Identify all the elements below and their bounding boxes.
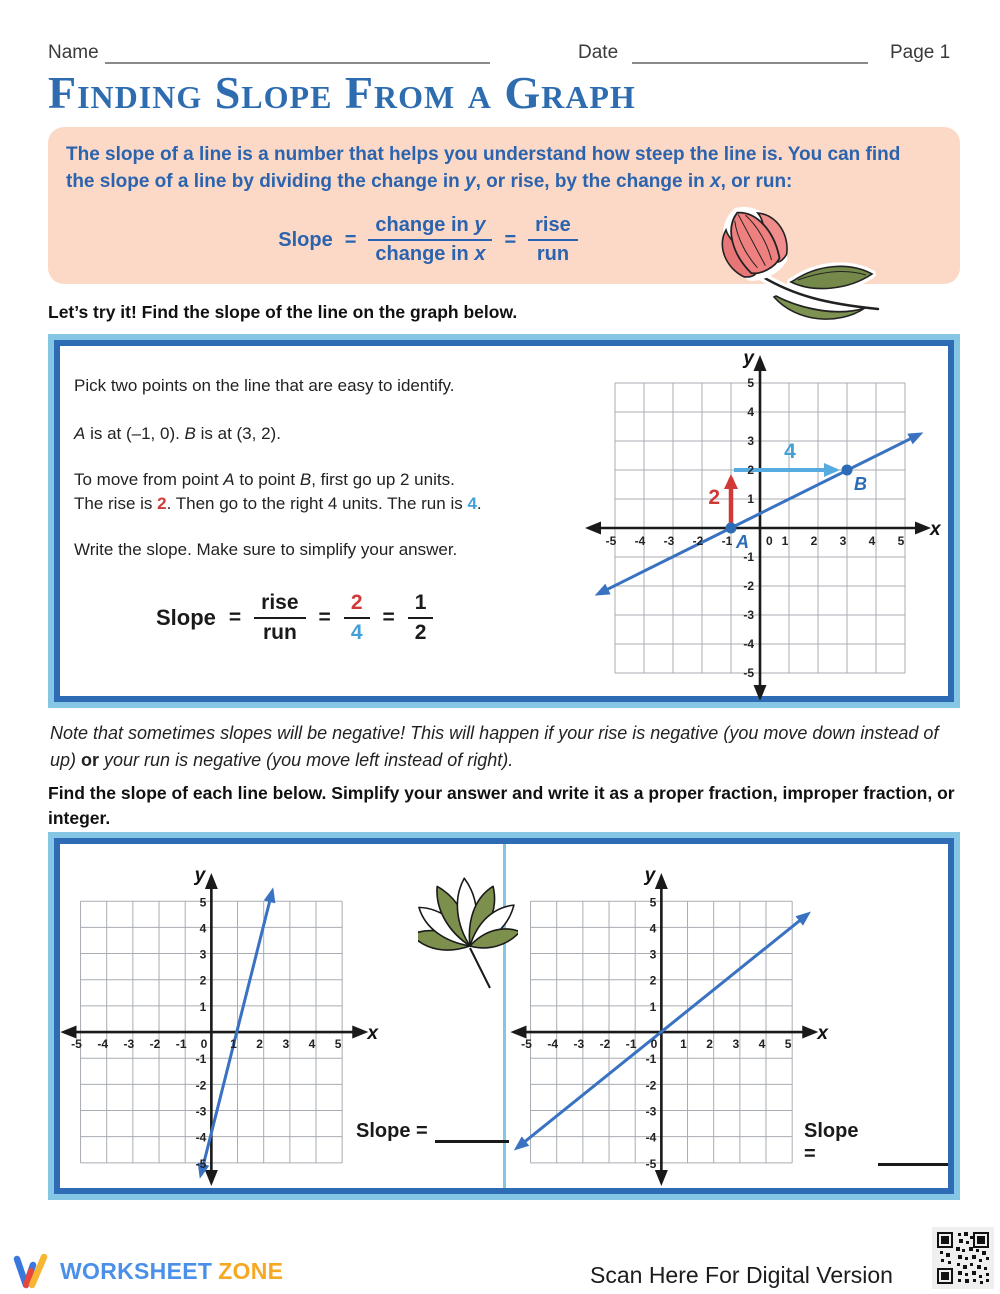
y-axis-label: y — [194, 866, 206, 887]
equals-sign: = — [228, 606, 242, 630]
x-tick-labels — [521, 1037, 792, 1051]
svg-text:0: 0 — [766, 534, 773, 548]
point-b-label: B — [854, 474, 867, 494]
svg-text:-4: -4 — [743, 637, 754, 651]
tulip-flower-illustration — [698, 196, 898, 322]
rise-run-fraction: $\frac{\text{rise}}{\text{run}}$ — [254, 590, 305, 647]
svg-text:2: 2 — [810, 534, 818, 548]
worksheet-zone-logo — [12, 1252, 283, 1290]
svg-text:-2: -2 — [645, 1078, 657, 1093]
brand-zone: ZONE — [218, 1257, 284, 1284]
example-box — [48, 334, 960, 708]
svg-text:-4: -4 — [547, 1037, 559, 1052]
two-fourths-fraction: $\frac{2}{4}$ — [344, 590, 370, 647]
x-tick-labels — [71, 1037, 342, 1051]
svg-text:2: 2 — [747, 463, 754, 477]
svg-text:-5: -5 — [195, 1156, 207, 1171]
svg-text:4: 4 — [199, 921, 207, 936]
x-axis-label: x — [817, 1023, 828, 1045]
name-blank-line[interactable] — [105, 42, 490, 64]
svg-text:2: 2 — [256, 1037, 264, 1052]
example-graph — [574, 348, 946, 700]
formula-slope-word: Slope — [278, 228, 333, 251]
problem-1-answer — [356, 1120, 509, 1143]
slope-equals-label: Slope = — [356, 1120, 428, 1142]
equals-sign: = — [382, 606, 395, 630]
svg-text:-5: -5 — [521, 1037, 532, 1052]
intro-var-y: y — [465, 171, 476, 192]
page-number: Page 1 — [890, 42, 951, 63]
name-label: Name — [48, 42, 99, 63]
intro-var-x: x — [710, 171, 721, 192]
svg-text:4: 4 — [649, 921, 657, 936]
svg-text:1: 1 — [199, 999, 207, 1014]
svg-text:-5: -5 — [743, 666, 754, 680]
example-step-2: A is at (–1, 0). B is at (3, 2). — [74, 424, 281, 443]
svg-text:1: 1 — [781, 534, 789, 548]
svg-text:5: 5 — [784, 1037, 792, 1052]
page-title: Finding Slope From a Graph — [48, 67, 636, 118]
leaf-illustration — [418, 874, 518, 994]
svg-text:-2: -2 — [195, 1078, 207, 1093]
svg-text:-2: -2 — [692, 534, 704, 548]
point-b — [842, 465, 853, 476]
svg-text:-4: -4 — [195, 1130, 207, 1145]
equals-sign: = — [318, 606, 331, 630]
svg-text:-2: -2 — [149, 1037, 161, 1052]
run-number-label: 4 — [784, 440, 796, 463]
svg-text:4: 4 — [758, 1037, 766, 1052]
svg-text:3: 3 — [747, 434, 754, 448]
svg-text:5: 5 — [199, 895, 207, 910]
rise-run-fraction — [528, 213, 578, 267]
example-step-4: Write the slope. Make sure to simplify your answer. — [74, 540, 458, 559]
svg-text:-5: -5 — [71, 1037, 82, 1052]
svg-text:-3: -3 — [743, 608, 754, 622]
answer-blank-line[interactable] — [878, 1145, 948, 1166]
svg-text:-3: -3 — [663, 534, 675, 548]
svg-text:-1: -1 — [721, 534, 733, 548]
rise-value: 2 — [157, 494, 167, 513]
example-step-1: Pick two points on the line that are easy to identify. — [74, 376, 455, 395]
svg-text:4: 4 — [868, 534, 876, 548]
problems-box — [48, 832, 960, 1200]
answer-blank-line[interactable] — [435, 1122, 509, 1143]
slope-formula — [48, 213, 808, 267]
svg-text:-2: -2 — [743, 579, 754, 593]
slope-equals-label: Slope = — [804, 1120, 859, 1165]
fraction-numerator: change in y — [368, 213, 492, 241]
x-axis-label: x — [367, 1023, 378, 1045]
point-a-label: A — [736, 532, 749, 552]
y-axis-label: y — [743, 348, 754, 369]
svg-text:-4: -4 — [97, 1037, 109, 1052]
svg-text:-1: -1 — [645, 1052, 657, 1067]
svg-text:-5: -5 — [605, 534, 617, 548]
svg-text:-1: -1 — [743, 550, 754, 564]
svg-text:-2: -2 — [599, 1037, 611, 1052]
svg-text:-4: -4 — [634, 534, 646, 548]
svg-text:4: 4 — [308, 1037, 316, 1052]
change-fraction — [368, 213, 492, 267]
problems-box-inner — [54, 838, 954, 1194]
svg-text:-1: -1 — [195, 1052, 207, 1067]
intro-text-part3: , or run: — [720, 171, 793, 192]
point-a — [726, 523, 737, 534]
formula-slope-word: Slope — [156, 605, 216, 631]
intro-text — [66, 141, 926, 195]
svg-text:5: 5 — [334, 1037, 342, 1052]
brand-worksheet: WORKSHEET — [60, 1257, 213, 1284]
svg-text:1: 1 — [747, 492, 754, 506]
svg-text:3: 3 — [282, 1037, 290, 1052]
directions-text: Find the slope of each line below. Simplify your answer and write it as a proper fraction, improper fraction, or integer. — [48, 783, 955, 828]
svg-text:5: 5 — [897, 534, 905, 548]
svg-text:-4: -4 — [645, 1130, 657, 1145]
svg-text:1: 1 — [230, 1037, 237, 1052]
logo-w-icon — [12, 1252, 52, 1290]
svg-text:5: 5 — [747, 376, 754, 390]
intro-text-part1: The slope of a line is a number that helps you understand how steep the line is. You can find the slope of a line by dividing the change in — [66, 144, 901, 192]
svg-text:4: 4 — [747, 405, 754, 419]
svg-text:3: 3 — [649, 947, 657, 962]
rise-number-label: 2 — [708, 486, 720, 509]
equals-sign: = — [504, 228, 517, 251]
problem-2-answer — [804, 1120, 948, 1166]
y-axis-label: y — [644, 866, 656, 887]
svg-text:2: 2 — [649, 973, 657, 988]
svg-text:-3: -3 — [123, 1037, 135, 1052]
svg-text:3: 3 — [732, 1037, 740, 1052]
negative-slope-note: Note that sometimes slopes will be negative! This will happen if your rise is negative (you move down instead of up) or your run is negative (you move left instead of right). — [50, 723, 939, 770]
svg-text:2: 2 — [706, 1037, 714, 1052]
svg-text:-1: -1 — [625, 1037, 637, 1052]
svg-text:1: 1 — [680, 1037, 687, 1052]
svg-text:5: 5 — [649, 895, 657, 910]
example-step-3: To move from point A to point B, first go up 2 units. The rise is 2. Then go to the right 4 units. The run is 4. — [74, 470, 482, 513]
qr-code — [932, 1227, 994, 1289]
equals-sign: = — [344, 228, 357, 251]
example-slope-formula — [156, 590, 433, 647]
fraction-numerator: rise — [528, 213, 578, 241]
svg-text:-5: -5 — [645, 1156, 657, 1171]
svg-text:3: 3 — [199, 947, 207, 962]
svg-text:0: 0 — [650, 1037, 658, 1052]
intro-text-part2: , or rise, by the change in — [475, 171, 711, 192]
x-tick-labels — [606, 534, 905, 548]
svg-text:2: 2 — [199, 973, 207, 988]
svg-text:-1: -1 — [175, 1037, 187, 1052]
fraction-denominator: change in x — [375, 243, 486, 265]
svg-text:3: 3 — [839, 534, 847, 548]
fraction-denominator: run — [536, 243, 570, 265]
scan-here-text: Scan Here For Digital Version — [590, 1262, 893, 1288]
svg-text:-3: -3 — [645, 1104, 657, 1119]
try-it-heading: Let’s try it! Find the slope of the line on the graph below. — [48, 302, 518, 322]
date-blank-line[interactable] — [632, 42, 868, 64]
run-value: 4 — [467, 494, 477, 513]
one-half-fraction: $\frac{1}{2}$ — [408, 590, 434, 647]
svg-text:-3: -3 — [195, 1104, 207, 1119]
svg-text:-3: -3 — [573, 1037, 585, 1052]
date-label: Date — [578, 42, 619, 63]
example-box-inner — [54, 340, 954, 702]
svg-text:0: 0 — [200, 1037, 208, 1052]
svg-text:1: 1 — [649, 999, 657, 1014]
x-axis-label: x — [930, 519, 941, 540]
